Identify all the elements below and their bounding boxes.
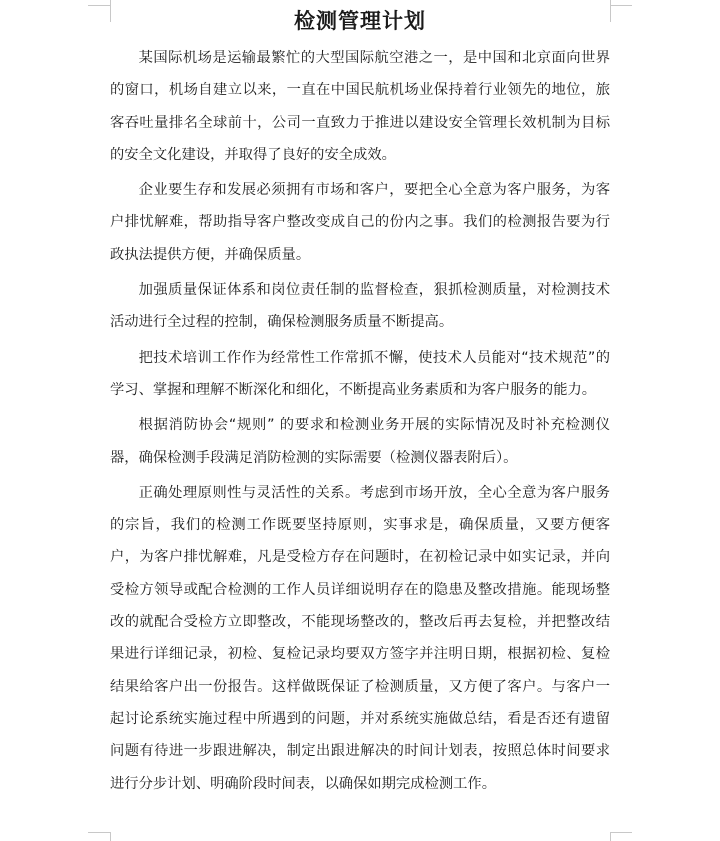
paragraph-airport-intro: 某国际机场是运输最繁忙的大型国际航空港之一，是中国和北京面向世界的窗口，机场自建立以来，一直在中国民航机场业保持着行业领先的地位，旅客吞吐量排名全球前十，公司一直致力于推进以建设安全管理长效机制为目标的安全文化建设，并取得了良好的安全成效。 — [110, 50, 610, 163]
paragraph-technical-training: 把技术培训工作作为经常性工作常抓不懈，使技术人员能对“技术规范”的学习、掌握和理解不断深化和细化，不断提高业务素质和为客户服务的能力。 — [110, 349, 610, 398]
paragraph-instrument-supplement: 根据消防协会“规则” 的要求和检测业务开展的实际情况及时补充检测仪器，确保检测手段满足消防检测的实际需要（检测仪器表附后）。 — [110, 417, 610, 466]
crop-mark-top-left — [88, 5, 110, 6]
crop-mark-bottom-left — [88, 832, 110, 833]
crop-mark-bottom-right-vertical — [610, 832, 611, 841]
document-title: 检测管理计划 — [294, 9, 426, 33]
paragraph-quality-supervision: 加强质量保证体系和岗位责任制的监督检查，狠抓检测质量，对检测技术活动进行全过程的控制，确保检测服务质量不断提高。 — [110, 282, 610, 331]
crop-mark-bottom-right — [610, 832, 632, 833]
paragraph-customer-service: 企业要生存和发展必须拥有市场和客户，要把全心全意为客户服务，为客户排忧解难，帮助指导客户整改变成自己的份内之事。我们的检测报告要为行政执法提供方便，并确保质量。 — [110, 182, 610, 263]
crop-mark-top-right — [610, 5, 632, 6]
crop-mark-bottom-left-vertical — [110, 832, 111, 841]
document-body — [110, 42, 610, 803]
paragraph-principle-flexibility: 正确处理原则性与灵活性的关系。考虑到市场开放，全心全意为客户服务的宗旨，我们的检测工作既要坚持原则，实事求是，确保质量，又要方便客户，为客户排忧解难，凡是受检方存在问题时，在初检记录中如实记录，并向受检方领导或配合检测的工作人员详细说明存在的隐患及整改措施。能现场整改的就配合受检方立即整改，不能现场整改的，整改后再去复检，并把整改结果进行详细记录，初检、复检记录均要双方签字并注明日期，根据初检、复检结果给客户出一份报告。这样做既保证了检测质量，又方便了客户。与客户一起讨论系统实施过程中所遇到的问题，并对系统实施做总结，看是否还有遗留问题有待进一步跟进解决，制定出跟进解决的时间计划表，按照总体时间要求进行分步计划、明确阶段时间表，以确保如期完成检测工作。 — [110, 484, 610, 792]
